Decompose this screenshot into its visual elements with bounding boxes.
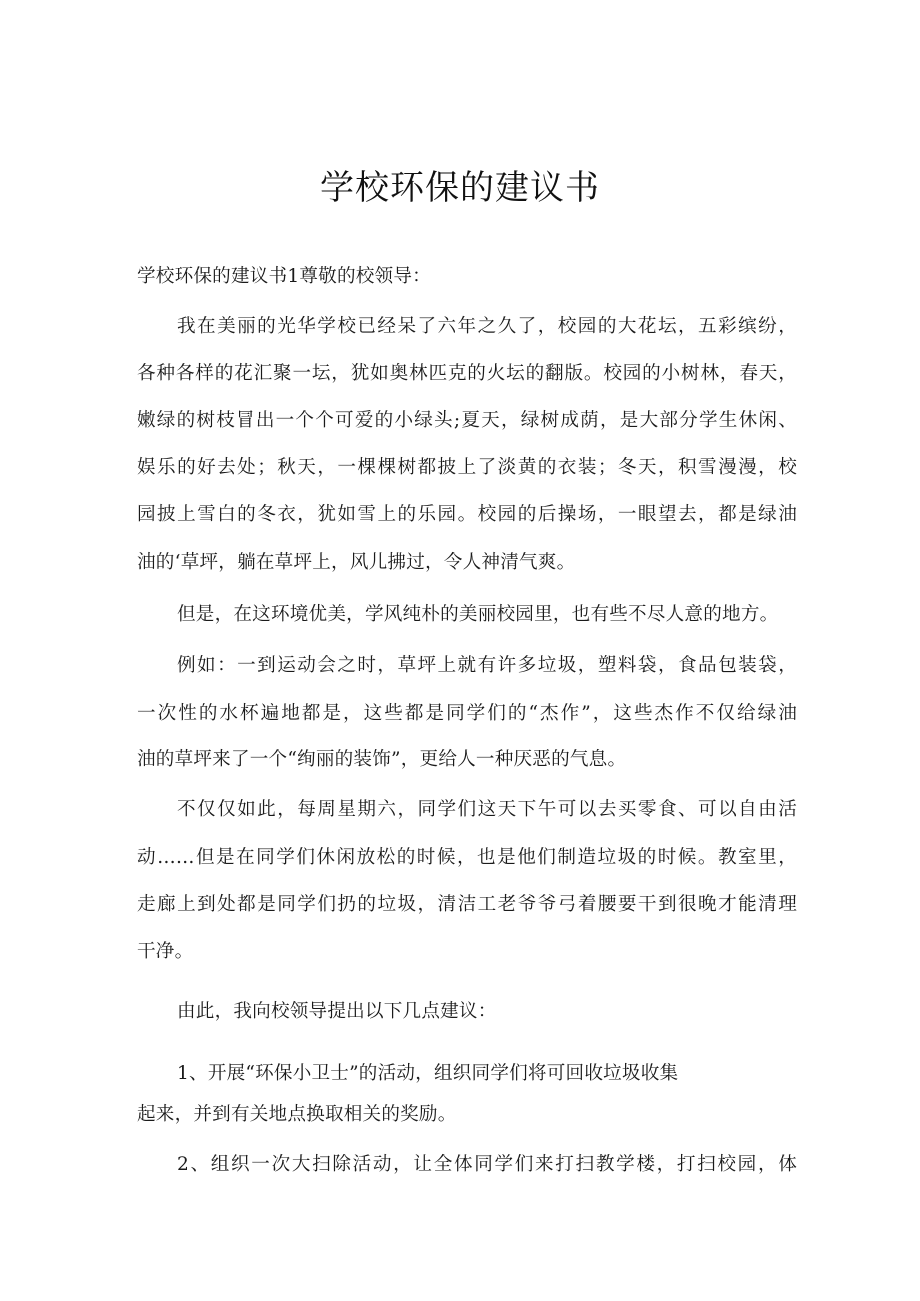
body-line: 干净。 [137, 941, 194, 962]
body-line: 油的‘草坪，躺在草坪上，风儿拂过，令人神清气爽。 [137, 552, 576, 573]
body-line: 嫩绿的树枝冒出一个个可爱的小绿头;夏天，绿树成荫，是大部分学生休闲、 [137, 410, 797, 431]
body-line: 动……但是在同学们休闲放松的时候，也是他们制造垃圾的时候。教室里， [137, 847, 797, 868]
list-item-line: 起来，并到有关地点换取相关的奖励。 [137, 1104, 457, 1125]
salutation-line: 学校环保的建议书1尊敬的校领导： [137, 266, 431, 287]
body-line: 一次性的水杯遍地都是，这些都是同学们的“杰作”，这些杰作不仅给绿油 [137, 703, 797, 724]
body-line: 娱乐的好去处；秋天，一棵棵树都披上了淡黄的衣装；冬天，积雪漫漫，校 [137, 457, 797, 478]
body-line: 例如：一到运动会之时，草坪上就有许多垃圾，塑料袋，食品包装袋， [177, 655, 797, 676]
list-item-line: 1、开展“环保小卫士”的活动，组织同学们将可回收垃圾收集 [177, 1063, 679, 1084]
body-line: 油的草坪来了一个“绚丽的装饰”，更给人一种厌恶的气息。 [137, 749, 627, 770]
body-line: 但是，在这环境优美，学风纯朴的美丽校园里，也有些不尽人意的地方。 [177, 604, 779, 625]
body-line: 各种各样的花汇聚一坛，犹如奥林匹克的火坛的翻版。校园的小树林，春天， [137, 363, 797, 384]
body-line: 走廊上到处都是同学们扔的垃圾，清洁工老爷爷弓着腰要干到很晚才能清理 [137, 894, 797, 915]
body-line: 我在美丽的光华学校已经呆了六年之久了，校园的大花坛，五彩缤纷， [177, 316, 797, 337]
body-line: 不仅仅如此，每周星期六，同学们这天下午可以去买零食、可以自由活 [177, 799, 797, 820]
list-item-line: 2、组织一次大扫除活动，让全体同学们来打扫教学楼，打扫校园，体 [177, 1154, 797, 1175]
body-line: 园披上雪白的冬衣，犹如雪上的乐园。校园的后操场，一眼望去，都是绿油 [137, 504, 797, 525]
body-line: 由此，我向校领导提出以下几点建议： [177, 1001, 497, 1022]
document-title: 学校环保的建议书 [320, 168, 600, 208]
